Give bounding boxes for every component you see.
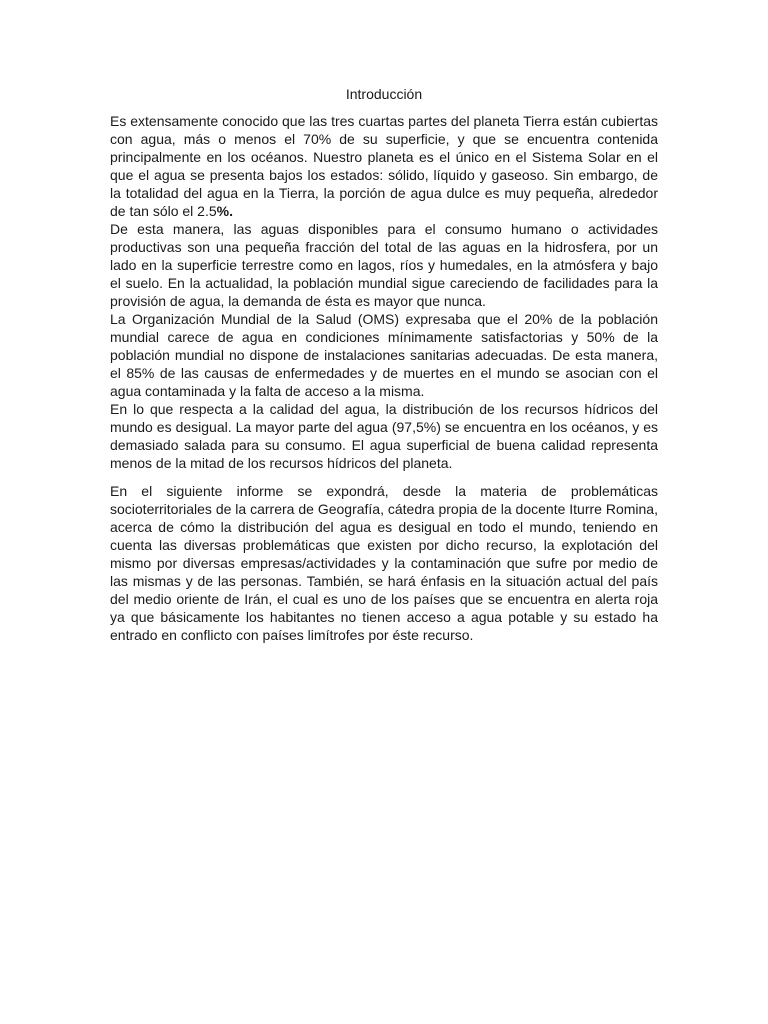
paragraph-1 — [110, 112, 658, 220]
paragraph-1-text: Es extensamente conocido que las tres cuartas partes del planeta Tierra están cubiertas con agua, más o menos el 70% de su superficie, y que se encuentra contenida principalmente en los océanos. Nuestro planeta es el único en el Sistema Solar en el que el agua se presenta bajos los estados: sólido, líquido y gaseoso. Sin embargo, de la totalidad del agua en la Tierra, la porción de agua dulce es muy pequeña, alrededor de tan sólo el 2.5 — [110, 113, 658, 219]
paragraph-1-bold-tail: %. — [216, 203, 233, 219]
paragraph-2: De esta manera, las aguas disponibles para el consumo humano o actividades productivas son una pequeña fracción del total de las aguas en la hidrosfera, por un lado en la superficie terrestre como en lagos, ríos y humedales, en la atmósfera y bajo el suelo. En la actualidad, la población mundial sigue careciendo de facilidades para la provisión de agua, la demanda de ésta es mayor que nunca. — [110, 221, 658, 309]
paragraph-3: La Organización Mundial de la Salud (OMS) expresaba que el 20% de la población mundial carece de agua en condiciones mínimamente satisfactorias y 50% de la población mundial no dispone de instalaciones sanitarias adecuadas. De esta manera, el 85% de las causas de enfermedades y de muertes en el mundo se asocian con el agua contaminada y la falta de acceso a la misma. — [110, 311, 658, 399]
paragraph-4: En lo que respecta a la calidad del agua, la distribución de los recursos hídricos del mundo es desigual. La mayor parte del agua (97,5%) se encuentra en los océanos, y es demasiado salada para su consumo. El agua superficial de buena calidad representa menos de la mitad de los recursos hídricos del planeta. — [110, 401, 658, 471]
document-title: Introducción — [345, 86, 423, 102]
document-page — [110, 85, 658, 644]
paragraph-5: En el siguiente informe se expondrá, desde la materia de problemáticas socioterritoriales de la carrera de Geografía, cátedra propia de la docente Iturre Romina, acerca de cómo la distribución del agua es desigual en todo el mundo, teniendo en cuenta las diversas problemáticas que existen por dicho recurso, la explotación del mismo por diversas empresas/actividades y la contaminación que sufre por medio de las mismas y de las personas. También, se hará énfasis en la situación actual del país del medio oriente de Irán, el cual es uno de los países que se encuentra en alerta roja ya que básicamente los habitantes no tienen acceso a agua potable y su estado ha entrado en conflicto con países limítrofes por éste recurso. — [110, 483, 658, 643]
